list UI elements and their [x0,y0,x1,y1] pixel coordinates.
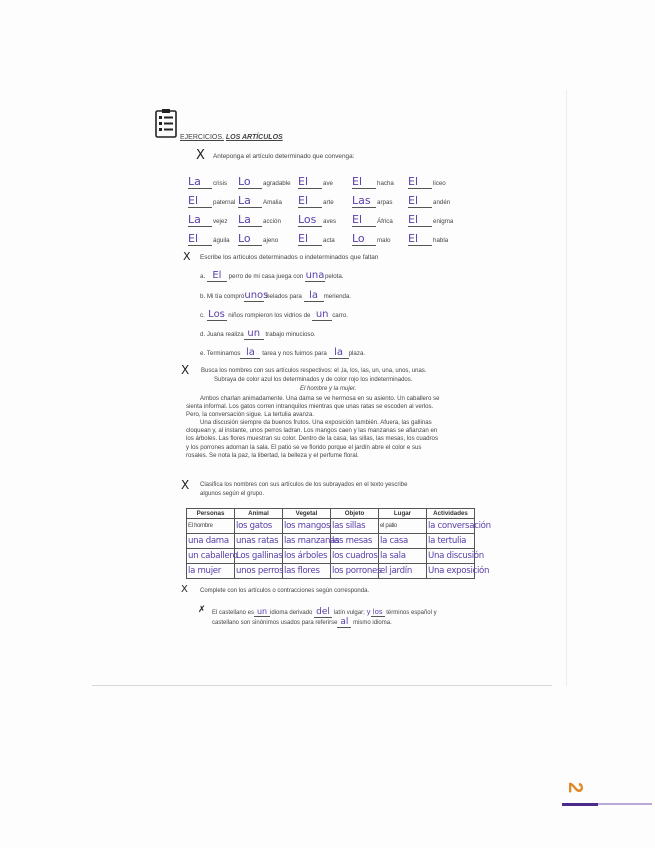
table-cell: Una discusión [427,549,475,564]
article-answer: El [352,213,376,227]
done-mark: X [181,363,190,377]
table-cell: las manzanas [283,534,331,549]
sentence-item [200,309,348,321]
article-item [238,191,282,209]
classification-table [186,508,491,579]
article-item [408,191,450,209]
article-answer: El [408,175,432,189]
article-item [238,229,278,247]
ex5-line-2: castellano son sinónimos usados para referirse al mismo idioma. [212,617,392,627]
table-cell: los árboles [283,549,331,564]
table-row [187,564,475,579]
item-letter: a. [200,273,207,280]
ex2-instruction: Escribe los artículos determinados o indeterminados que faltan [200,254,379,261]
article-answer: La [188,175,212,189]
article-item [298,172,333,190]
article-word: hacha [377,180,394,187]
article-answer: El [408,213,432,227]
article-word: enigma [433,218,454,225]
sentence-text: perro de mi casa juega con [226,273,305,280]
article-item [298,191,334,209]
article-answer: El [207,270,227,282]
done-mark: X [181,478,190,492]
article-answer: Lo [238,175,262,189]
article-item [408,210,453,228]
table-row [187,549,475,564]
table-cell: los cuadros [331,549,379,564]
article-item [352,191,392,209]
article-item [238,172,291,190]
table-row [187,519,475,534]
sentence-text: Mi tía compró [206,293,245,300]
paragraph-line: Una discusión siempre da buenos frutos. Una exposición también. Afuera, las gallinas [200,419,432,427]
article-answer: la [240,347,260,359]
article-word: liceo [433,180,446,187]
ex1-instruction: Anteponga el artículo determinado que convenga: [213,153,355,160]
ex4-instruction: Clasifica los nombres con sus artículos de los subrayados en el texto yescribe [200,482,408,488]
article-word: andén [433,199,451,206]
article-answer: El [408,232,432,246]
article-word: ave [323,180,333,187]
table-cell: la conversación [427,519,475,534]
article-answer: la [304,290,324,302]
article-word: aves [323,218,337,225]
sentence-text: Juana realiza [206,331,244,338]
sentence-text: Terminamos [206,350,241,357]
article-answer: La [238,213,262,227]
ex4-instruction-2: algunos según el grupo. [200,491,265,497]
article-word: malo [377,237,391,244]
footer-line-accent [562,803,598,806]
column-header: Lugar [379,509,427,519]
article-answer: Los [208,309,225,320]
article-answer: un [244,328,264,340]
sentence-item [200,347,365,359]
table-cell: las flores [283,564,331,579]
column-header: Personas [187,509,235,519]
ex5-instruction: Complete con los artículos o contracciones según corresponda. [200,588,370,594]
paragraph-line: sienta informal. Los gatos corren intranquilos mientras que unas ratas se escoden al verlos. [186,403,434,411]
table-cell: El hombre [187,519,235,534]
article-item [298,210,336,228]
article-item [352,172,394,190]
article-answer: El [298,194,322,208]
table-cell: unos perros [235,564,283,579]
article-item [188,191,235,209]
sentence-text: carro. [332,312,349,319]
article-answer: La [238,194,262,208]
table-cell: Una exposición [427,564,475,579]
article-answer: la [329,347,349,359]
article-item [298,229,335,247]
table-cell: un caballero [187,549,235,564]
article-answer: La [188,213,212,227]
ex3-paragraph [186,395,486,460]
ex3-instruction-2: Subraya de color azul los determinados y de color rojo los indeterminados. [214,377,413,383]
article-item [352,210,393,228]
article-item [352,229,390,247]
column-header: Vegetal [283,509,331,519]
exercise-title: EJERCICIOS. LOS ARTÍCULOS [180,134,283,141]
sentence-text: niños rompieron los vidrios de [226,312,313,319]
article-answer: El [352,175,376,189]
table-cell: la mujer [187,564,235,579]
article-answer: El [188,194,212,208]
table-cell: los mangos [283,519,331,534]
article-item [188,172,227,190]
column-header: Animal [235,509,283,519]
done-mark: X [181,584,188,595]
article-item [408,229,448,247]
article-word: ajeno [263,237,279,244]
paragraph-line: Ambos charlan animadamente. Una dama se ve hermosa en su asiento. Un caballero se [200,395,440,402]
paragraph-line: cloquean y, al instante, unos perros ladran. Los mangos caen y las manzanas se afianzan en [186,427,438,435]
sentence-text: tarea y nos fuimos para [260,350,329,357]
table-cell: las sillas [331,519,379,534]
article-answer: El [408,194,432,208]
sentence-text: pelota. [324,273,344,280]
paragraph-line: Pero, la conversación sigue. La tertulia avanza. [186,411,315,419]
column-header: Actividades [427,509,475,519]
article-word: crisis [213,180,228,187]
article-answer: Los [298,213,322,227]
table-cell: los porrones [331,564,379,579]
table-row [187,534,475,549]
article-word: Amalia [263,199,282,206]
column-header: Objeto [331,509,379,519]
article-word: acción [263,218,281,225]
sentence-text: plaza. [348,350,366,357]
article-answer: unos [244,290,269,301]
sentence-item [200,270,344,282]
scan-edge-line [92,685,552,686]
scan-edge-right [566,90,567,686]
article-answer: Lo [352,232,376,246]
table-cell: unas ratas [235,534,283,549]
article-word: arte [323,199,334,206]
done-mark: X [183,250,191,263]
table-header-row [187,509,475,519]
article-answer: Lo [238,232,262,246]
table-cell: la tertulia [427,534,475,549]
article-item [188,210,227,228]
table-cell: la casa [379,534,427,549]
item-letter: b. [200,293,207,300]
article-word: águila [213,237,230,244]
sentence-text: trabajo minucioso. [263,331,316,338]
article-answer: El [188,232,212,246]
ex3-instruction: Busca los nombres con sus artículos respectivos: el ,la, los, las, un, una, unos, unas. [201,368,427,374]
article-word: paternal [213,199,236,206]
table-cell: Los gallinas [235,549,283,564]
item-letter: e. [200,350,207,357]
article-item [238,210,281,228]
table-cell: el jardín [379,564,427,579]
sentence-item [200,290,351,302]
article-word: habla [433,237,449,244]
article-word: agradable [263,180,291,187]
item-letter: d. [200,331,207,338]
sentence-text: merienda. [323,293,352,300]
ex5-line-1: El castellano es un idioma derivado del latín vulgar; y los términos español y [212,607,437,617]
article-answer: Las [352,194,376,208]
clipboard-icon [155,108,177,138]
done-mark-small: ✗ [198,604,206,614]
paragraph-line: rosales. Se nota la paz, la libertad, la belleza y el perfume floral. [186,451,359,459]
article-answer: una [305,270,325,281]
article-answer: El [298,175,322,189]
article-item [188,229,230,247]
table-cell: las mesas [331,534,379,549]
article-item [408,172,446,190]
article-word: África [377,218,393,225]
item-letter: c. [200,312,207,319]
page-number: 2 [564,781,587,794]
table-cell: el patio [379,519,427,534]
sentence-item [200,328,316,340]
paragraph-line: los árboles. Las flores muestran su color. Dentro de la casa, las sillas, las mesas, los cuadros [186,435,438,443]
paragraph-line: y los porrones adornan la sala. El patio se ve florido porque el jardín abre el color e sus [186,443,422,451]
article-word: arpas [377,199,393,206]
article-word: acta [323,237,335,244]
done-mark: X [196,148,205,163]
article-answer: El [298,232,322,246]
article-answer: un [312,309,332,321]
article-word: vejez [213,218,228,225]
table-cell: la sala [379,549,427,564]
sentence-text: helados para [264,293,304,300]
table-cell: una dama [187,534,235,549]
table-cell: los gatos [235,519,283,534]
ex3-example: El hombre y la mujer. [300,386,357,392]
